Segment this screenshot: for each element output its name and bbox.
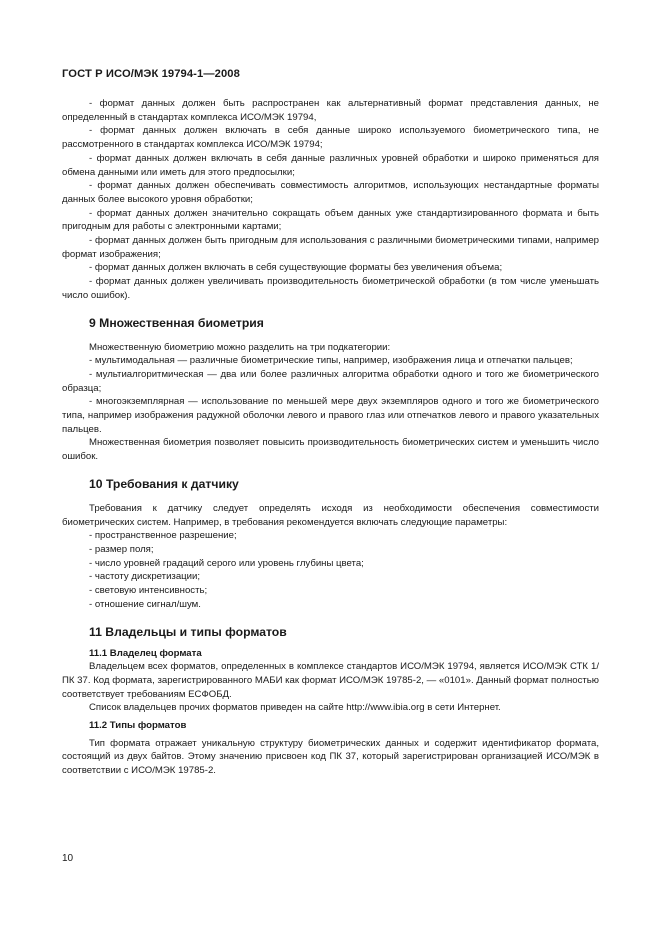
list-item: - формат данных должен увеличивать производительность биометрической обработки (в том числе уменьшать число ошибок). — [62, 276, 599, 301]
paragraph: Тип формата отражает уникальную структуру биометрических данных и содержит идентификатор формата, состоящий из двух байтов. Этому значению присвоен код ПК 37, который зарегистрирован организацией ИСО/МЭК в соответствии с ИСО/МЭК 19785-2. — [62, 737, 599, 777]
paragraph: Владельцем всех форматов, определенных в комплексе стандартов ИСО/МЭК 19794, является ИСО/МЭК СТК 1/ПК 37. Код формата, зарегистрированного МАБИ как формат ИСО/МЭК 19785-2, — «0101». Данный формат полностью соответствует требованиям ЕСФОБД. — [62, 661, 599, 700]
section-9-heading: 9 Множественная биометрия — [89, 315, 264, 330]
paragraph: Требования к датчику следует определять исходя из необходимости обеспечения совместимости биометрических систем. Например, в требования рекомендуется включать следующие параметры: — [62, 502, 599, 528]
section-11-heading: 11 Владельцы и типы форматов — [89, 624, 287, 639]
paragraph: Множественную биометрию можно разделить на три подкатегории: — [89, 341, 391, 353]
paragraph: Множественная биометрия позволяет повысить производительность биометрических систем и уменьшить число ошибок. — [62, 437, 599, 463]
list-item: - число уровней градаций серого или уровень глубины цвета; — [89, 557, 364, 569]
list-item: - мультиалгоритмическая — два или более различных алгоритма обработки одного и того же биометрического образца; — [62, 368, 599, 394]
subsection-11-2-heading: 11.2 Типы форматов — [89, 720, 187, 732]
subsection-11-1-heading: 11.1 Владелец формата — [89, 647, 202, 659]
list-item: - формат данных должен включать в себя данные различных уровней обработки и широко применяться для обмена данными или иметь для этого предпосылки; — [62, 152, 599, 178]
list-item: - формат данных должен включать в себя существующие форматы без увеличения объема; — [89, 262, 503, 274]
list-item: - мультимодальная — различные биометрические типы, например, изображения лица и отпечатки пальцев; — [89, 355, 573, 367]
standard-header: ГОСТ Р ИСО/МЭК 19794-1—2008 — [62, 68, 240, 80]
list-item: - формат данных должен обеспечивать совместимость алгоритмов, использующих нестандартные форматы данных более высокого уровня обработки; — [62, 180, 599, 205]
section-10-heading: 10 Требования к датчику — [89, 476, 239, 491]
paragraph: Список владельцев прочих форматов приведен на сайте http://www.ibia.org в сети Интернет. — [89, 702, 501, 714]
list-item: - частоту дискретизации; — [89, 571, 201, 583]
list-item: - размер поля; — [89, 543, 154, 555]
list-item: - формат данных должен значительно сокращать объем данных уже стандартизированного формата и быть пригодным для работы с электронными картами; — [62, 207, 599, 233]
list-item: - формат данных должен быть пригодным для использования с различными биометрическими типами, например формат изображения; — [62, 235, 599, 260]
list-item: - формат данных должен включать в себя данные широко используемого биометрического типа, не рассмотренного в стандартах комплекса ИСО/МЭК 19794; — [62, 125, 599, 151]
list-item: - пространственное разрешение; — [89, 530, 237, 542]
list-item: - отношение сигнал/шум. — [89, 598, 201, 610]
list-item: - световую интенсивность; — [89, 585, 208, 597]
list-item: - многоэкземплярная — использование по меньшей мере двух экземпляров одного и того же биометрического типа, например изображения радужной оболочки левого и правого глаз или отпечатков левого и правого указательных пальцев. — [62, 396, 599, 435]
page-number: 10 — [62, 853, 74, 864]
list-item: - формат данных должен быть распространен как альтернативный формат представления данных, не определенный в стандартах комплекса ИСО/МЭК 19794, — [62, 98, 599, 123]
page-content — [62, 97, 599, 778]
